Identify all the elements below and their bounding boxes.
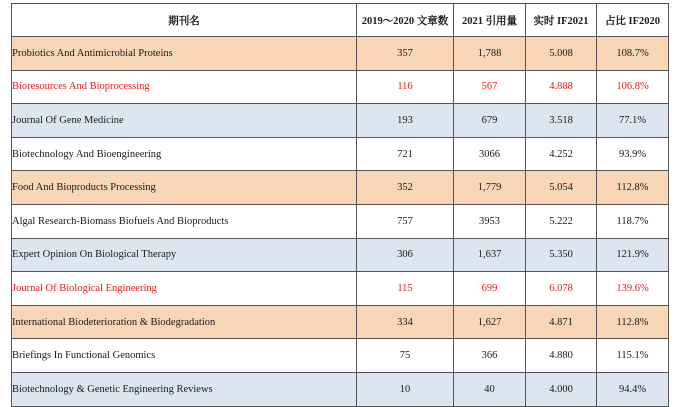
cell-ratio: 106.8% [597,70,669,104]
cell-citations: 3066 [454,137,526,171]
cell-citations: 1,627 [454,305,526,339]
cell-impact: 4.000 [526,372,597,406]
cell-citations: 366 [454,339,526,373]
cell-ratio: 77.1% [597,104,669,138]
table-row [12,204,669,238]
cell-articles: 10 [357,372,454,406]
table-row [12,372,669,406]
cell-journal: Biotechnology And Bioengineering [12,137,357,171]
table-row [12,305,669,339]
table-row [12,238,669,272]
cell-ratio: 121.9% [597,238,669,272]
cell-journal: Journal Of Gene Medicine [12,104,357,138]
cell-citations: 1,637 [454,238,526,272]
cell-ratio: 118.7% [597,204,669,238]
cell-journal: Probiotics And Antimicrobial Proteins [12,37,357,71]
table-row [12,171,669,205]
cell-journal: Bioresources And Bioprocessing [12,70,357,104]
cell-impact: 4.252 [526,137,597,171]
table-row [12,272,669,306]
header-row [12,4,669,37]
cell-journal: Biotechnology & Genetic Engineering Reviews [12,372,357,406]
cell-impact: 5.350 [526,238,597,272]
cell-impact: 4.888 [526,70,597,104]
cell-articles: 352 [357,171,454,205]
cell-articles: 334 [357,305,454,339]
header-ratio: 占比 IF2020 [597,4,669,37]
cell-impact: 5.222 [526,204,597,238]
cell-articles: 115 [357,272,454,306]
cell-journal: International Biodeterioration & Biodegradation [12,305,357,339]
table-row [12,70,669,104]
cell-impact: 5.008 [526,37,597,71]
table-row [12,137,669,171]
cell-ratio: 112.8% [597,305,669,339]
cell-journal: Expert Opinion On Biological Therapy [12,238,357,272]
header-articles: 2019～2020 文章数 [357,4,454,37]
cell-ratio: 139.6% [597,272,669,306]
cell-citations: 699 [454,272,526,306]
cell-impact: 4.871 [526,305,597,339]
cell-citations: 1,779 [454,171,526,205]
cell-citations: 679 [454,104,526,138]
cell-ratio: 93.9% [597,137,669,171]
cell-ratio: 112.8% [597,171,669,205]
table-row [12,339,669,373]
cell-articles: 116 [357,70,454,104]
cell-impact: 4.880 [526,339,597,373]
cell-articles: 721 [357,137,454,171]
cell-ratio: 115.1% [597,339,669,373]
header-citations: 2021 引用量 [454,4,526,37]
cell-journal: Briefings In Functional Genomics [12,339,357,373]
table-body [12,37,669,407]
table-row [12,37,669,71]
cell-citations: 567 [454,70,526,104]
cell-articles: 193 [357,104,454,138]
cell-articles: 357 [357,37,454,71]
cell-ratio: 94.4% [597,372,669,406]
table-row [12,104,669,138]
cell-impact: 5.054 [526,171,597,205]
cell-ratio: 108.7% [597,37,669,71]
cell-citations: 40 [454,372,526,406]
header-journal: 期刊名 [12,4,357,37]
cell-impact: 6.078 [526,272,597,306]
cell-journal: Algal Research-Biomass Biofuels And Bioproducts [12,204,357,238]
journal-table [11,3,669,407]
cell-journal: Journal Of Biological Engineering [12,272,357,306]
cell-articles: 757 [357,204,454,238]
cell-articles: 75 [357,339,454,373]
cell-impact: 3.518 [526,104,597,138]
cell-citations: 1,788 [454,37,526,71]
cell-articles: 306 [357,238,454,272]
header-impact: 实时 IF2021 [526,4,597,37]
cell-citations: 3953 [454,204,526,238]
cell-journal: Food And Bioproducts Processing [12,171,357,205]
